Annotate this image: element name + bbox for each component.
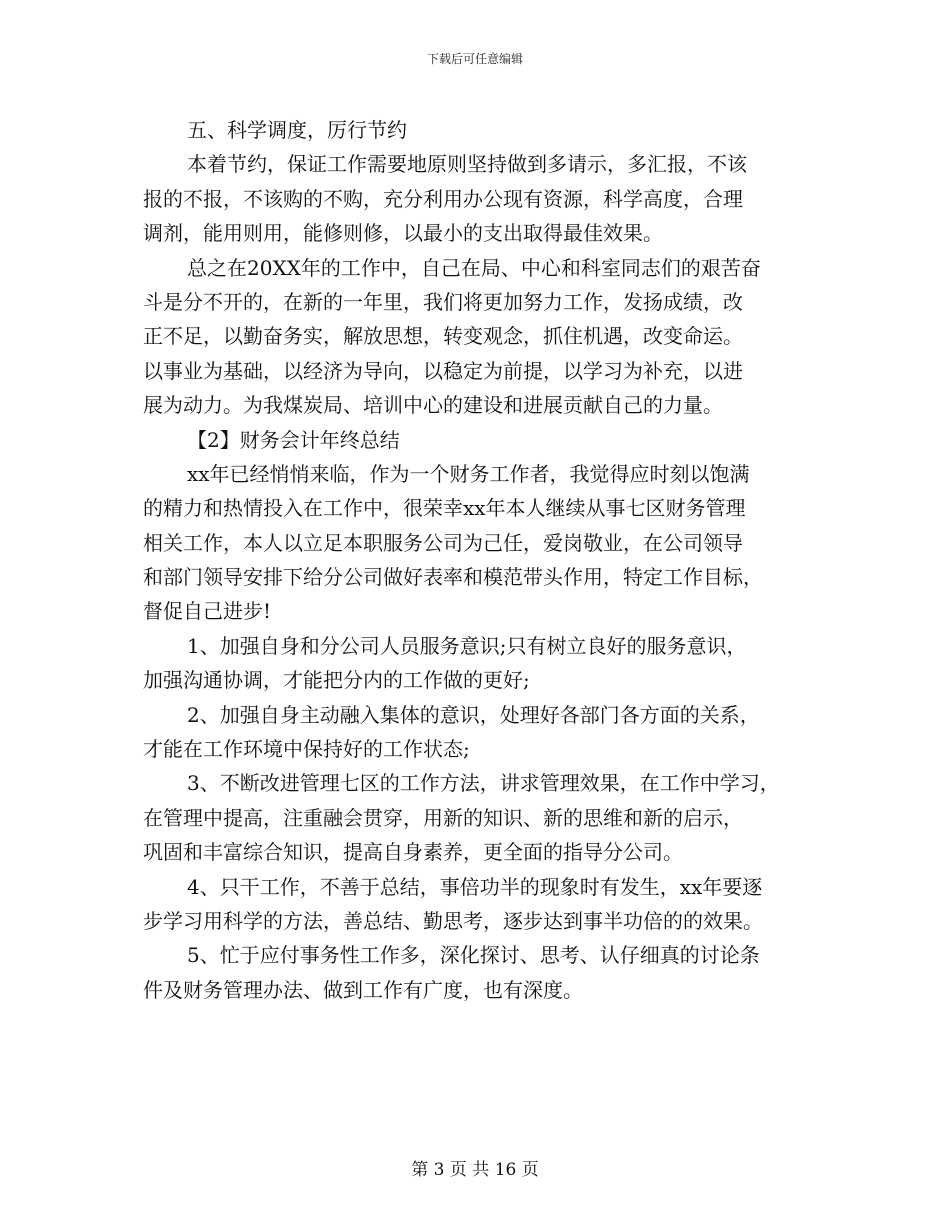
text-line: 【2】财务会计年终总结 [187, 427, 400, 452]
document-body [143, 113, 815, 1007]
paragraph [143, 698, 815, 767]
page-header: 下载后可任意编辑 [426, 52, 523, 66]
text-line: xx年已经悄悄来临，作为一个财务工作者，我觉得应时刻以饱满 [187, 461, 750, 486]
text-line: 件及财务管理办法、做到工作有广度，也有深度。 [143, 977, 583, 1002]
paragraph [143, 147, 815, 250]
text-line: 本着节约，保证工作需要地原则坚持做到多请示，多汇报，不该 [187, 152, 747, 177]
text-line: 斗是分不开的，在新的一年里，我们将更加努力工作，发扬成绩，改 [143, 289, 743, 314]
text-line: 和部门领导安排下给分公司做好表率和模范带头作用，特定工作目标， [143, 565, 763, 590]
text-line: 调剂，能用则用，能修则修，以最小的支出取得最佳效果。 [143, 221, 663, 246]
section-heading [143, 423, 815, 457]
text-line: 2、加强自身主动融入集体的意识，处理好各部门各方面的关系， [187, 702, 760, 727]
paragraph [143, 938, 815, 1007]
text-line: 相关工作，本人以立足本职服务公司为己任，爱岗敬业，在公司领导 [143, 530, 743, 555]
text-line: 步学习用科学的方法，善总结、勤思考，逐步达到事半功倍的的效果。 [143, 908, 763, 933]
paragraph [143, 870, 815, 939]
text-line: 的精力和热情投入在工作中，很荣幸xx年本人继续从事七区财务管理 [143, 496, 746, 521]
text-line: 5、忙于应付事务性工作多，深化探讨、思考、认仔细真的讨论条 [187, 943, 760, 968]
text-line: 以事业为基础，以经济为导向，以稳定为前提，以学习为补充，以进 [143, 358, 743, 383]
text-line: 正不足，以勤奋务实，解放思想，转变观念，抓住机遇，改变命运。 [143, 324, 743, 349]
text-line: 展为动力。为我煤炭局、培训中心的建设和进展贡献自己的力量。 [143, 393, 723, 418]
text-line: 3、不断改进管理七区的工作方法，讲求管理效果，在工作中学习， [187, 771, 780, 796]
text-line: 五、科学调度，厉行节约 [187, 118, 407, 142]
text-line: 加强沟通协调，才能把分内的工作做的更好; [143, 668, 530, 693]
paragraph [143, 113, 815, 147]
text-line: 才能在工作环境中保持好的工作状态; [143, 737, 470, 762]
text-line: 4、只干工作，不善于总结，事倍功半的现象时有发生，xx年要逐 [187, 874, 763, 899]
paragraph [143, 457, 815, 629]
text-line: 巩固和丰富综合知识，提高自身素养，更全面的指导分公司。 [143, 840, 683, 865]
text-line: 1、加强自身和分公司人员服务意识;只有树立良好的服务意识， [187, 633, 747, 658]
paragraph [143, 251, 815, 423]
text-line: 报的不报，不该购的不购，充分利用办公现有资源，科学高度，合理 [143, 186, 743, 211]
text-line: 督促自己进步! [143, 599, 272, 624]
page-number: 第 3 页 共 16 页 [411, 1160, 539, 1180]
text-line: 总之在20XX年的工作中，自己在局、中心和科室同志们的艰苦奋 [187, 255, 761, 280]
paragraph [143, 629, 815, 698]
text-line: 在管理中提高，注重融会贯穿，用新的知识、新的思维和新的启示， [143, 805, 743, 830]
paragraph [143, 766, 815, 869]
